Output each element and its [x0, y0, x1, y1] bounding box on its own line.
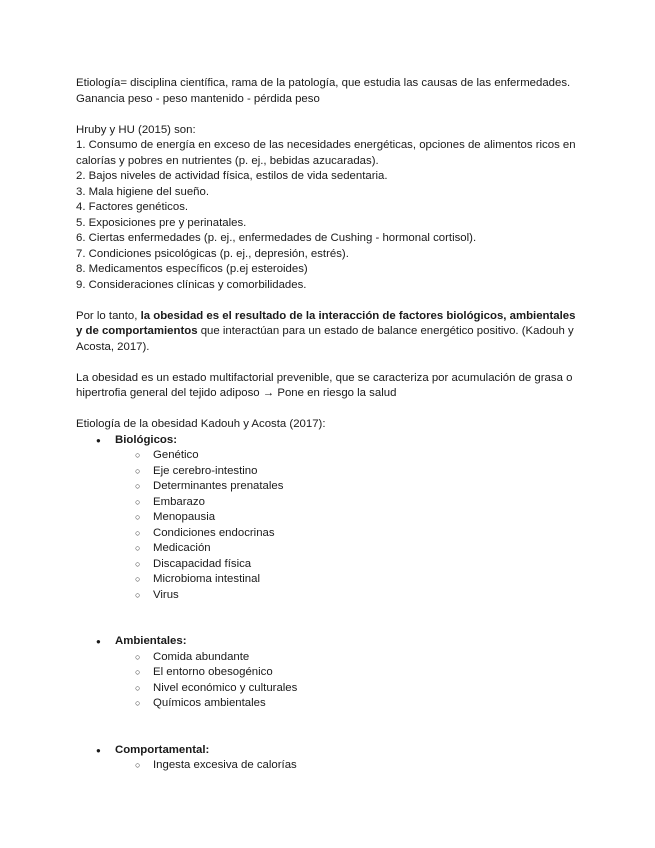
hruby-factor: 5. Exposiciones pre y perinatales.	[76, 216, 247, 229]
list-item: ○ Embarazo	[115, 495, 576, 511]
list-item: ○ Eje cerebro-intestino	[115, 464, 576, 480]
list-item: ○ Virus	[115, 588, 576, 604]
comportamental-subitems	[115, 758, 576, 774]
list-item: ○ Determinantes prenatales	[115, 479, 576, 495]
hruby-factor: 9. Consideraciones clínicas y comorbilidades.	[76, 278, 307, 291]
hruby-factor: 8. Medicamentos específicos (p.ej esteroides)	[76, 263, 308, 275]
list-item: ○ Microbioma intestinal	[115, 572, 576, 588]
ambientales-subitems	[115, 650, 576, 712]
hruby-factor-list	[76, 138, 576, 293]
list-item: ○ Discapacidad física	[115, 557, 576, 573]
hruby-factor: 1. Consumo de energía en exceso de las necesidades energéticas, opciones de alimentos ricos en calorías y pobres en nutrientes (p. ej., bebidas azucaradas).	[76, 139, 576, 167]
etiology-category-list	[76, 433, 576, 774]
category-biologicos	[76, 433, 576, 635]
conclusion-bold: la obesidad es el resultado de la interacción de factores biológicos, ambientales y de comportamientos	[76, 309, 576, 337]
kadouh-heading: Etiología de la obesidad Kadouh y Acosta (2017):	[76, 418, 326, 430]
weight-states-line: Ganancia peso - peso mantenido - pérdida peso	[76, 92, 320, 105]
hruby-factor: 2. Bajos niveles de actividad física, estilos de vida sedentaria.	[76, 170, 388, 182]
document-body	[76, 76, 576, 774]
category-label: Comportamental:	[115, 743, 210, 756]
list-item: ○ Nivel económico y culturales	[115, 681, 576, 697]
hruby-factor: 3. Mala higiene del sueño.	[76, 185, 209, 198]
list-item: ○ Comida abundante	[115, 650, 576, 666]
hruby-factor: 6. Ciertas enfermedades (p. ej., enfermedades de Cushing - hormonal cortisol).	[76, 232, 477, 244]
category-label: Biológicos:	[115, 433, 178, 446]
conclusion-prefix: Por lo tanto,	[76, 309, 141, 322]
conclusion-suffix: que interactúan para un estado de balance energético positivo. (Kadouh y Acosta, 2017).	[76, 325, 574, 353]
list-item: ○ Medicación	[115, 541, 576, 557]
etiologia-definition: Etiología= disciplina científica, rama de la patología, que estudia las causas de las enfermedades.	[76, 77, 571, 89]
conclusion-paragraph	[76, 309, 576, 356]
biologicos-subitems	[115, 448, 576, 603]
list-item: ○ Ingesta excesiva de calorías	[115, 758, 576, 774]
list-item: ○ Químicos ambientales	[115, 696, 576, 712]
hruby-factor: 4. Factores genéticos.	[76, 201, 189, 213]
list-item: ○ Menopausia	[115, 510, 576, 526]
category-comportamental	[76, 743, 576, 774]
list-item: ○ Genético	[115, 448, 576, 464]
category-ambientales	[76, 634, 576, 743]
multifactorial-paragraph: La obesidad es un estado multifactorial prevenible, que se caracteriza por acumulación de grasa o hipertrofia general del tejido adiposo → Pone en riesgo la salud	[76, 371, 573, 399]
list-item: ○ El entorno obesogénico	[115, 665, 576, 681]
hruby-factor: 7. Condiciones psicológicas (p. ej., depresión, estrés).	[76, 247, 349, 260]
list-item: ○ Condiciones endocrinas	[115, 526, 576, 542]
hruby-heading: Hruby y HU (2015) son:	[76, 123, 196, 136]
category-label: Ambientales:	[115, 635, 187, 647]
